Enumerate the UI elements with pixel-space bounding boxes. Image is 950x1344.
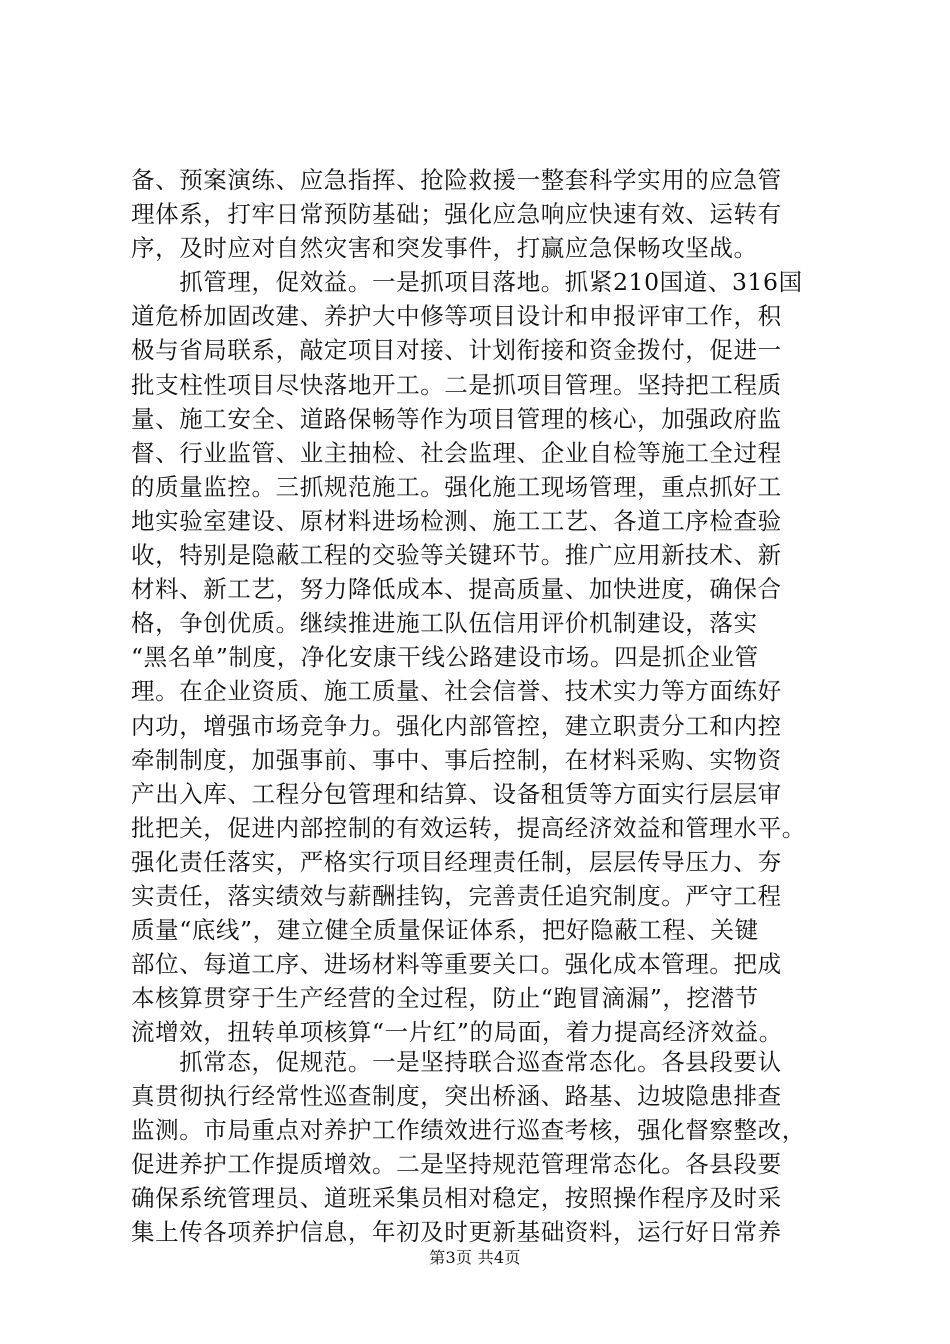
- text-line: 监测。市局重点对养护工作绩效进行巡查考核，强化督察整改，: [131, 1116, 806, 1145]
- text-line: 流增效，扭转单项核算“一片红”的局面，着力提高经济效益。: [131, 1018, 783, 1047]
- text-line: 本核算贯穿于生产经营的全过程，防止“跑冒滴漏”，挖潜节: [131, 984, 759, 1013]
- text-line: 地实验室建设、原材料进场检测、施工工艺、各道工序检查验: [131, 506, 782, 535]
- text-line: 极与省局联系，敲定项目对接、计划衔接和资金拨付，促进一: [131, 336, 782, 365]
- text-line: 产出入库、工程分包管理和结算、设备租赁等方面实行层层审: [131, 779, 782, 808]
- text-line: 的质量监控。三抓规范施工。强化施工现场管理，重点抓好工: [131, 472, 782, 501]
- text-line: 量、施工安全、道路保畅等作为项目管理的核心，加强政府监: [131, 404, 782, 433]
- text-line: 促进养护工作提质增效。二是坚持规范管理常态化。各县段要: [131, 1150, 782, 1179]
- text-line: 批支柱性项目尽快落地开工。二是抓项目管理。坚持把工程质: [131, 370, 782, 399]
- text-line: 真贯彻执行经常性巡查制度，突出桥涵、路基、边坡隐患排查: [131, 1082, 782, 1111]
- text-line: 内功，增强市场竞争力。强化内部管控，建立职责分工和内控: [131, 711, 782, 740]
- text-line: 备、预案演练、应急指挥、抢险救援一整套科学实用的应急管: [131, 166, 782, 194]
- text-line: 督、行业监管、业主抽检、社会监理、企业自检等施工全过程: [131, 438, 782, 467]
- text-line: 强化责任落实，严格实行项目经理责任制，层层传导压力、夯: [131, 847, 782, 876]
- text-line: “黑名单”制度，净化安康干线公路建设市场。四是抓企业管: [131, 643, 759, 672]
- text-line: 实责任，落实绩效与薪酬挂钩，完善责任追究制度。严守工程: [131, 881, 782, 910]
- text-line: 材料、新工艺，努力降低成本、提高质量、加快进度，确保合: [131, 575, 782, 604]
- text-line: 质量“底线”，建立健全质量保证体系，把好隐蔽工程、关键: [131, 916, 759, 945]
- text-line: 理体系，打牢日常预防基础；强化应急响应快速有效、运转有: [131, 200, 782, 229]
- text-line: 批把关，促进内部控制的有效运转，提高经济效益和管理水平。: [131, 813, 806, 842]
- page-footer: 第3页 共4页: [429, 1248, 521, 1267]
- text-line: 收，特别是隐蔽工程的交验等关键环节。推广应用新技术、新: [131, 541, 782, 570]
- text-line: 部位、每道工序、进场材料等重要关口。强化成本管理。把成: [131, 950, 782, 979]
- text-line: 理。在企业资质、施工质量、社会信誉、技术实力等方面练好: [131, 677, 782, 706]
- text-line: 序，及时应对自然灾害和突发事件，打赢应急保畅攻坚战。: [131, 234, 758, 263]
- body-text-part1: [131, 163, 851, 1049]
- text-line: 牵制制度，加强事前、事中、事后控制，在材料采购、实物资: [131, 745, 782, 774]
- text-line: 格，争创优质。继续推进施工队伍信用评价机制建设，落实: [131, 609, 758, 638]
- text-line: 道危桥加固改建、养护大中修等项目设计和申报评审工作，积: [131, 302, 782, 331]
- body-text-part2: [131, 1045, 851, 1250]
- text-line: 集上传各项养护信息，年初及时更新基础资料，运行好日常养: [131, 1218, 782, 1247]
- text-line: 抓管理，促效益。一是抓项目落地。抓紧210国道、316国: [131, 268, 803, 297]
- text-line: 确保系统管理员、道班采集员相对稳定，按照操作程序及时采: [131, 1184, 782, 1213]
- text-line: 抓常态，促规范。一是坚持联合巡查常态化。各县段要认: [131, 1048, 782, 1076]
